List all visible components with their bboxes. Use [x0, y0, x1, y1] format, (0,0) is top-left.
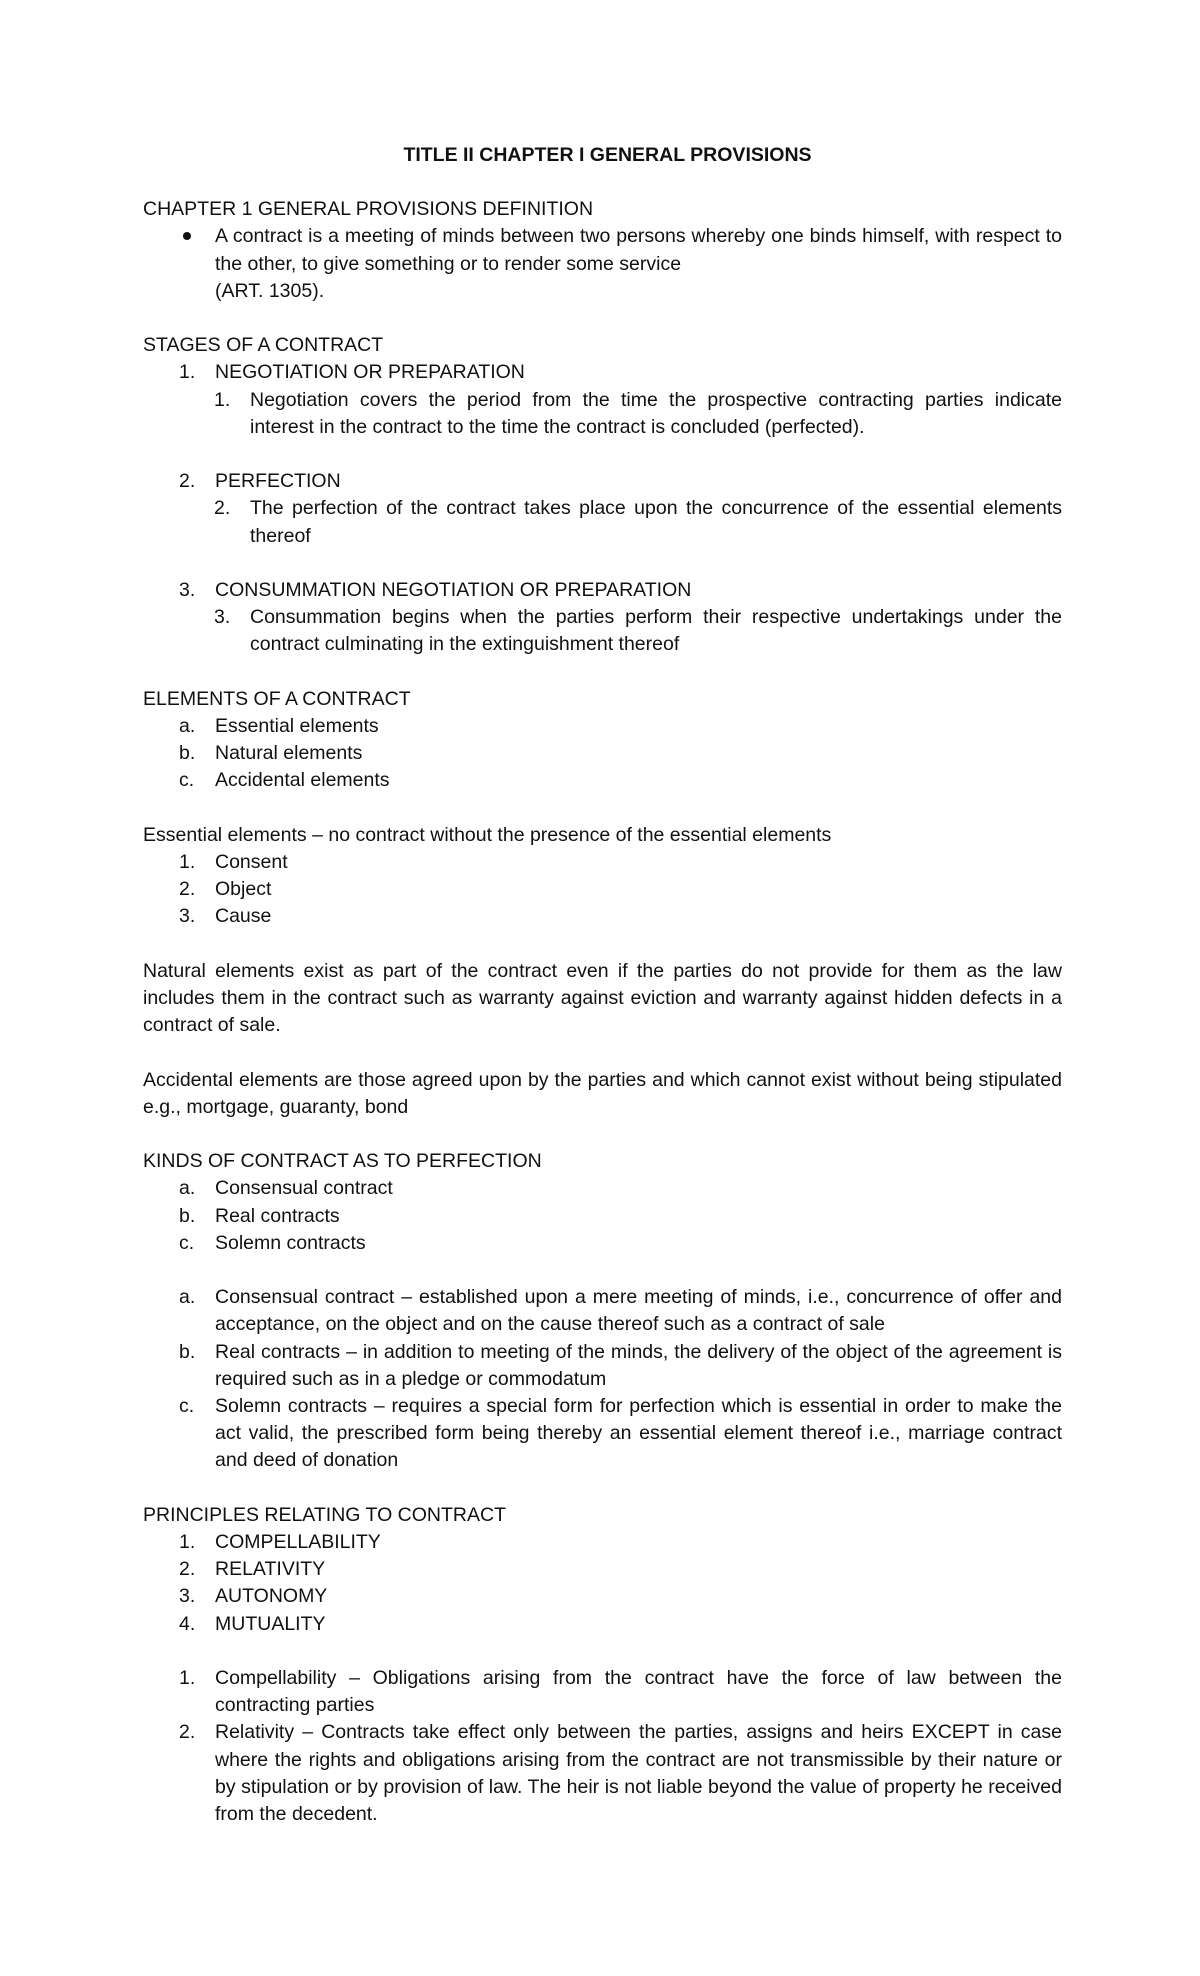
list-marker: 1. [179, 1667, 196, 1689]
list-marker: 1. [179, 1531, 196, 1553]
list-marker: c. [179, 1231, 195, 1254]
definition-bullet [143, 223, 1062, 305]
bullet-icon [143, 223, 215, 250]
list-item-text: MUTUALITY [215, 1612, 326, 1635]
stage-description: Negotiation covers the period from the time the prospective contracting parties indicate interest in the contract to the time the contract is concluded (perfected). [250, 388, 1062, 438]
list-marker: 2. [179, 1558, 196, 1581]
list-item [143, 1393, 1062, 1475]
principles-heading: PRINCIPLES RELATING TO CONTRACT [143, 1503, 506, 1526]
list-item-text: Accidental elements [215, 769, 390, 792]
list-item [143, 1230, 1062, 1257]
list-item [143, 1284, 1062, 1338]
list-marker: 3. [214, 606, 231, 629]
list-marker: 1. [214, 388, 231, 411]
list-marker: b. [179, 1204, 196, 1227]
list-marker: 1. [179, 361, 196, 384]
list-marker: 2. [179, 1721, 196, 1744]
stage-label: NEGOTIATION OR PREPARATION [215, 361, 525, 384]
list-item [143, 1665, 1062, 1719]
stage-item [143, 468, 1062, 495]
stage-description: The perfection of the contract takes place upon the concurrence of the essential elements thereof [250, 497, 1062, 547]
definition-heading: CHAPTER 1 GENERAL PROVISIONS DEFINITION [143, 198, 594, 221]
definition-text: A contract is a meeting of minds between two persons whereby one binds himself, with respect to the other, to give something or to render some service [215, 225, 1062, 275]
list-marker: a. [179, 1177, 196, 1200]
list-item [143, 1339, 1062, 1393]
list-item-text: AUTONOMY [215, 1585, 328, 1608]
list-marker: a. [179, 1286, 196, 1309]
list-marker: 3. [179, 1585, 196, 1608]
list-item [143, 767, 1062, 794]
list-marker: 2. [214, 497, 231, 520]
list-marker: 1. [179, 851, 196, 873]
list-item [143, 1583, 1062, 1610]
list-marker: a. [179, 715, 196, 737]
stage-subitem [143, 387, 1062, 441]
stage-label: CONSUMMATION NEGOTIATION OR PREPARATION [215, 579, 692, 601]
list-item [143, 1529, 1062, 1556]
list-item [143, 713, 1062, 740]
list-item [143, 1556, 1062, 1583]
list-marker: c. [179, 769, 195, 792]
list-marker: b. [179, 742, 196, 765]
list-item-text: Consensual contract – established upon a mere meeting of minds, i.e., concurrence of offer and acceptance, on the object and on the cause thereof such as a contract of sale [215, 1286, 1062, 1336]
list-marker: 2. [179, 878, 196, 901]
list-item-text: RELATIVITY [215, 1558, 326, 1581]
list-item-text: Cause [215, 905, 272, 928]
stage-subitem [143, 495, 1062, 549]
list-marker: c. [179, 1395, 195, 1417]
stage-item [143, 577, 1062, 604]
stage-item [143, 359, 1062, 386]
list-item [143, 740, 1062, 767]
list-item-text: Consent [215, 851, 288, 873]
kinds-heading: KINDS OF CONTRACT AS TO PERFECTION [143, 1150, 542, 1173]
list-item-text: Consensual contract [215, 1177, 393, 1200]
list-marker: b. [179, 1340, 196, 1363]
list-item [143, 903, 1062, 930]
stages-heading: STAGES OF A CONTRACT [143, 334, 384, 357]
list-marker: 2. [179, 470, 196, 493]
document-title: TITLE II CHAPTER I GENERAL PROVISIONS [403, 144, 812, 166]
list-item [143, 1175, 1062, 1202]
list-item-text: Solemn contracts – requires a special form for perfection which is essential in order to make the act valid, the prescribed form being thereby an essential element thereof i.e., marriage contract and deed of donation [215, 1395, 1062, 1472]
natural-elements-paragraph: Natural elements exist as part of the contract even if the parties do not provide for them as the law includes them in the contract such as warranty against eviction and warranty against hidden defects in a contract of sale. [143, 959, 1062, 1037]
elements-heading: ELEMENTS OF A CONTRACT [143, 687, 411, 710]
list-item-text: Solemn contracts [215, 1231, 366, 1254]
list-marker: 4. [179, 1612, 196, 1635]
list-marker: 3. [179, 905, 196, 928]
list-item-text: Essential elements [215, 715, 379, 737]
list-item-text: Real contracts [215, 1204, 340, 1227]
list-item-text: Object [215, 878, 272, 901]
list-item-text: COMPELLABILITY [215, 1531, 381, 1553]
stage-description: Consummation begins when the parties perform their respective undertakings under the contract culminating in the extinguishment thereof [250, 606, 1062, 656]
stage-label: PERFECTION [215, 470, 341, 493]
list-item-text: Compellability – Obligations arising from the contract have the force of law between the contracting parties [215, 1667, 1062, 1717]
definition-reference: (ART. 1305). [215, 279, 325, 302]
list-item [143, 876, 1062, 903]
list-item-text: Natural elements [215, 742, 363, 765]
list-item [143, 1611, 1062, 1638]
stage-subitem [143, 604, 1062, 658]
list-item [143, 1203, 1062, 1230]
accidental-elements-paragraph: Accidental elements are those agreed upon by the parties and which cannot exist without being stipulated e.g., mortgage, guaranty, bond [143, 1068, 1062, 1118]
essential-heading: Essential elements – no contract without the presence of the essential elements [143, 823, 832, 846]
list-marker: 3. [179, 579, 196, 601]
list-item [143, 1719, 1062, 1828]
list-item-text: Real contracts – in addition to meeting of the minds, the delivery of the object of the agreement is required such as in a pledge or commodatum [215, 1340, 1062, 1390]
list-item-text: Relativity – Contracts take effect only between the parties, assigns and heirs EXCEPT in case where the rights and obligations arising from the contract are not transmissible by their nature or by stipulation or by provision of law. The heir is not liable beyond the value of property he received from the decedent. [215, 1721, 1062, 1826]
list-item [143, 849, 1062, 876]
